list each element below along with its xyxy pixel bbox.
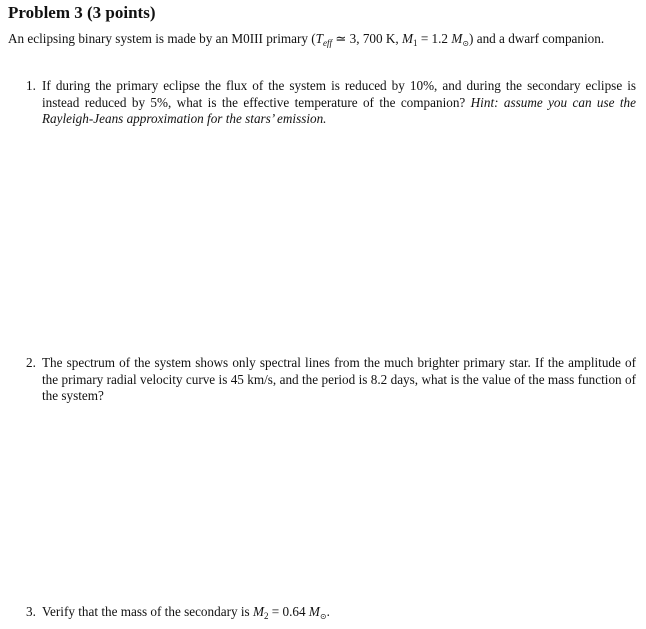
question-2 (26, 355, 636, 405)
m1-symbol: M (402, 31, 414, 46)
teff-subscript: eff (322, 38, 332, 48)
question-1-hint: Hint: assume you can use the Rayleigh-Jeans approximation for the stars’ emission. (42, 94, 636, 126)
teff-symbol: T (315, 31, 323, 46)
teff-approx-value: ≃ 3, 700 K, (331, 31, 403, 46)
msun-symbol: M (451, 31, 463, 46)
msun-symbol-2: M (308, 604, 320, 619)
question-1-number: 1. (26, 78, 36, 93)
m1-value: = 1.2 (417, 31, 452, 46)
question-2-number: 2. (26, 355, 36, 370)
intro-text-before: An eclipsing binary system is made by an M0III primary ( (8, 31, 316, 46)
question-3 (26, 604, 636, 621)
question-2-text: The spectrum of the system shows only spectral lines from the much brighter primary star. If the amplitude of the primary radial velocity curve is 45 km/s, and the period is 8.2 days, what is the value of the mass function of the system? (42, 355, 636, 403)
question-2-body (42, 355, 636, 405)
intro-text-after: ) and a dwarf companion. (469, 31, 605, 46)
problem-title: Problem 3 (3 points) (8, 3, 156, 22)
m1-subscript: 1 (413, 38, 418, 48)
question-1 (26, 78, 636, 128)
question-1-text: If during the primary eclipse the flux of the system is reduced by 10%, and during the secondary eclipse is instead reduced by 5%, what is the effective temperature of the companion? (42, 78, 636, 110)
question-3-number: 3. (26, 604, 36, 619)
m2-subscript: 2 (263, 611, 269, 621)
question-3-text-after: . (326, 604, 330, 619)
problem-intro (8, 31, 638, 48)
question-3-text-before: Verify that the mass of the secondary is (42, 604, 253, 619)
m2-value: = 0.64 (268, 604, 309, 619)
sun-glyph: ⊙ (462, 39, 470, 48)
sun-glyph-2: ⊙ (319, 612, 327, 621)
question-3-body (42, 604, 636, 621)
question-1-body (42, 78, 636, 128)
m2-symbol: M (252, 604, 264, 619)
